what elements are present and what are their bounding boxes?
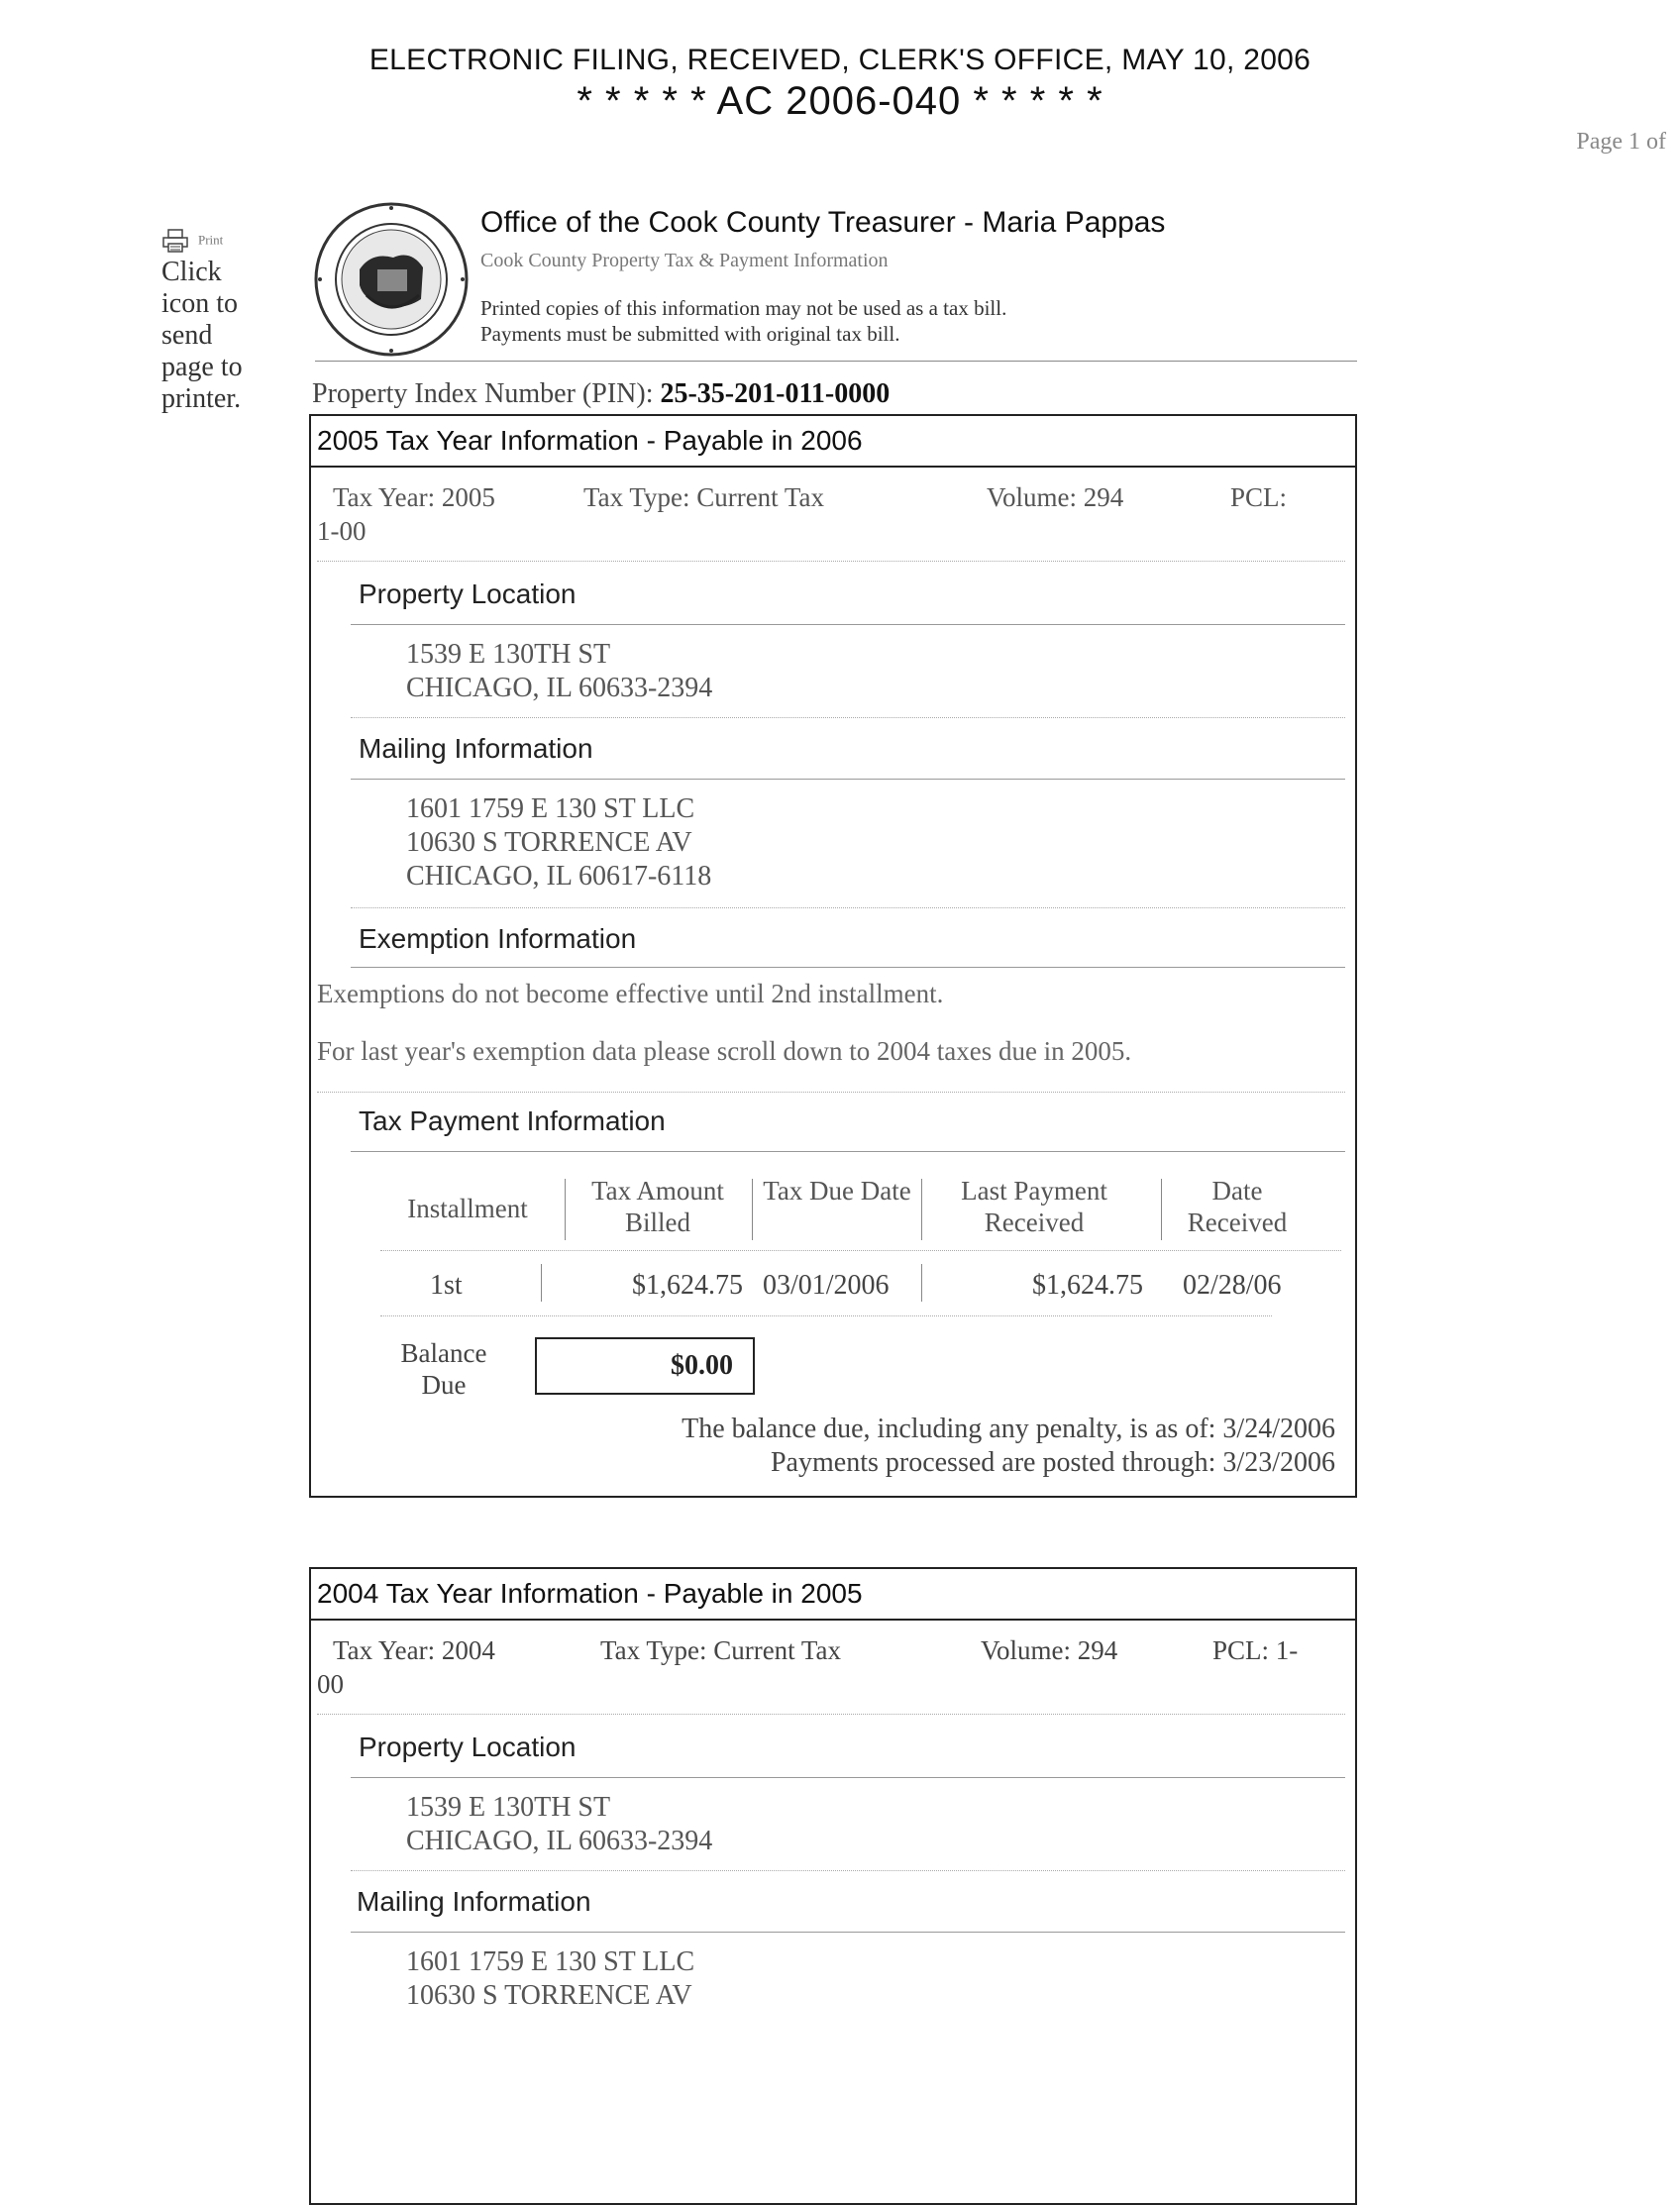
balance-due-label: Balance Due (400, 1338, 487, 1400)
mailing-address (406, 792, 711, 893)
volume-field: Volume: 294 (987, 482, 1124, 512)
header-divider (315, 361, 1357, 362)
balance-due-value: $0.00 (535, 1337, 755, 1395)
mailing-information-title: Mailing Information (357, 1886, 591, 1917)
divider (351, 1870, 1345, 1871)
office-subtitle: Cook County Property Tax & Payment Information (480, 250, 889, 271)
tax-year-field: Tax Year: 2005 (333, 482, 495, 512)
mailing-address-line2: 10630 S TORRENCE AV (406, 1980, 692, 2011)
row-tax-due-date: 03/01/2006 (763, 1270, 890, 1301)
column-header-date-received: Date Received (1187, 1176, 1288, 1237)
divider (351, 1932, 1345, 1933)
printer-icon[interactable] (161, 229, 191, 253)
row-date-received: 02/28/06 (1183, 1270, 1282, 1301)
column-header-last-payment-received: Last Payment Received (961, 1176, 1107, 1237)
column-separator (921, 1264, 922, 1302)
exemption-scroll-note: For last year's exemption data please scroll down to 2004 taxes due in 2005. (317, 1036, 1132, 1066)
row-last-payment-received: $1,624.75 (1032, 1270, 1143, 1301)
office-notice (480, 295, 1006, 347)
page-number: Page 1 of (1576, 129, 1666, 155)
balance-as-of-note (682, 1413, 1335, 1480)
pcl-label: PCL: (1230, 482, 1288, 512)
filing-header-docket: * * * * * AC 2006-040 * * * * * (577, 79, 1103, 123)
pcl-label: PCL: 1- (1212, 1635, 1299, 1665)
print-icon-label[interactable]: Print (198, 232, 224, 248)
property-location-title: Property Location (359, 1732, 577, 1762)
payments-posted-through-line: Payments processed are posted through: 3/23/2006 (770, 1447, 1335, 1478)
divider (380, 1315, 1272, 1316)
column-header-tax-due-date: Tax Due Date (763, 1176, 911, 1206)
pcl-value: 00 (317, 1669, 344, 1699)
balance-as-of-line: The balance due, including any penalty, is as of: 3/24/2006 (682, 1414, 1335, 1444)
volume-field: Volume: 294 (981, 1635, 1118, 1665)
divider (351, 967, 1345, 968)
property-address (406, 1791, 712, 1858)
tax-year-2004-meta (311, 1634, 1355, 1704)
pin-value: 25-35-201-011-0000 (660, 378, 891, 409)
row-installment: 1st (430, 1270, 463, 1301)
column-header-tax-amount-billed: Tax Amount Billed (591, 1176, 724, 1237)
pcl-value: 1-00 (317, 516, 367, 546)
property-address-line1: 1539 E 130TH ST (406, 639, 611, 670)
tax-year-2005-heading: 2005 Tax Year Information - Payable in 2006 (311, 416, 1355, 468)
mailing-address-line2: 10630 S TORRENCE AV (406, 827, 692, 858)
divider (351, 779, 1345, 780)
mailing-information-title: Mailing Information (359, 733, 593, 764)
print-instruction: Click icon to send page to printer. (161, 256, 243, 414)
divider (380, 1250, 1341, 1251)
property-address (406, 638, 712, 705)
column-header-installment: Installment (407, 1194, 528, 1223)
tax-type-field: Tax Type: Current Tax (583, 482, 825, 512)
filing-header-line1: ELECTRONIC FILING, RECEIVED, CLERK'S OFFICE, MAY 10, 2006 (368, 44, 1312, 76)
divider (351, 1777, 1345, 1778)
exemption-note: Exemptions do not become effective until 2nd installment. (317, 979, 944, 1008)
mailing-address-line1: 1601 1759 E 130 ST LLC (406, 1946, 695, 1977)
divider (351, 907, 1345, 908)
tax-year-field: Tax Year: 2004 (333, 1635, 495, 1665)
column-separator (541, 1264, 542, 1302)
property-address-line2: CHICAGO, IL 60633-2394 (406, 673, 713, 703)
property-address-line2: CHICAGO, IL 60633-2394 (406, 1826, 713, 1856)
exemption-information-title: Exemption Information (359, 923, 637, 954)
tax-type-field: Tax Type: Current Tax (600, 1635, 842, 1665)
column-separator (752, 1179, 753, 1240)
divider (317, 1714, 1345, 1715)
tax-year-2005-meta (311, 481, 1355, 551)
column-separator (1161, 1179, 1162, 1240)
property-address-line1: 1539 E 130TH ST (406, 1792, 611, 1823)
column-separator (921, 1179, 922, 1240)
tax-payment-information-title: Tax Payment Information (359, 1105, 666, 1136)
tax-year-2005-panel (309, 414, 1357, 1498)
property-location-title: Property Location (359, 578, 577, 609)
divider (351, 717, 1345, 718)
cook-county-seal-icon (312, 200, 471, 359)
tax-year-2004-heading: 2004 Tax Year Information - Payable in 2005 (311, 1569, 1355, 1621)
mailing-address-line3: CHICAGO, IL 60617-6118 (406, 861, 712, 892)
pin-label: Property Index Number (PIN): (312, 378, 654, 409)
divider (317, 1092, 1345, 1093)
mailing-address-line1: 1601 1759 E 130 ST LLC (406, 793, 695, 824)
mailing-address (406, 1945, 694, 2013)
column-separator (565, 1179, 566, 1240)
print-panel (161, 223, 261, 415)
row-tax-amount-billed: $1,624.75 (632, 1270, 743, 1301)
divider (351, 624, 1345, 625)
office-title: Office of the Cook County Treasurer - Maria Pappas (480, 206, 1166, 239)
divider (317, 561, 1345, 562)
office-notice-line1: Printed copies of this information may not be used as a tax bill. (480, 296, 1007, 320)
pin-line (312, 378, 890, 410)
divider (351, 1151, 1345, 1152)
tax-year-2004-panel (309, 1567, 1357, 2205)
office-notice-line2: Payments must be submitted with original tax bill. (480, 322, 900, 346)
